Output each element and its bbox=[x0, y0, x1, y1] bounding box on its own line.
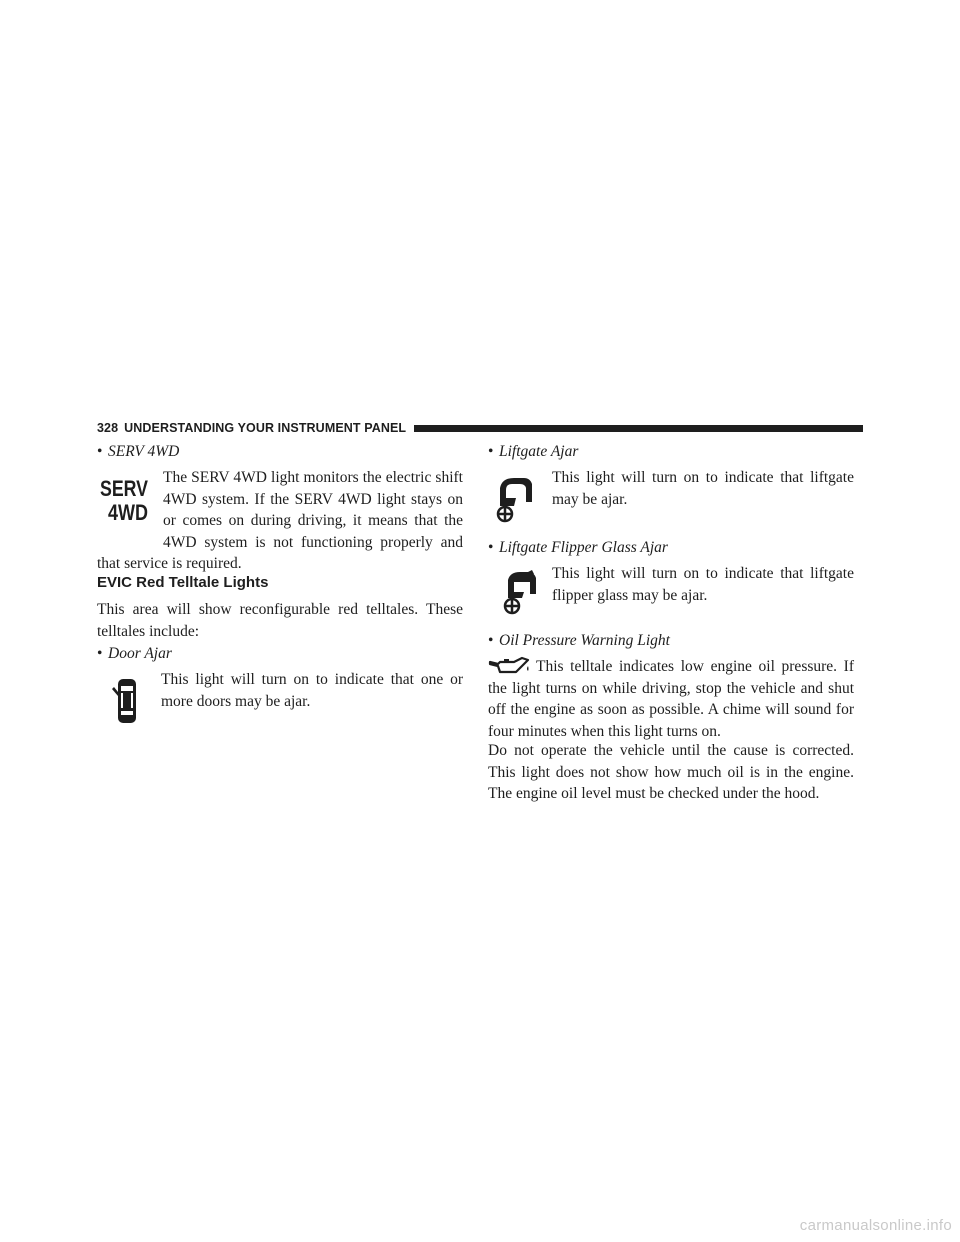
oil-pressure-title: • Oil Pressure Warning Light bbox=[488, 630, 854, 652]
bullet: • bbox=[97, 645, 103, 662]
evic-heading: EVIC Red Telltale Lights bbox=[97, 574, 269, 591]
page-number: 328 bbox=[97, 421, 119, 435]
serv-4wd-description-wrap bbox=[97, 467, 463, 575]
oil-pressure-description-wrap bbox=[488, 656, 854, 742]
flipper-glass-section bbox=[488, 537, 854, 626]
liftgate-ajar-title: • Liftgate Ajar bbox=[488, 441, 854, 463]
bullet: • bbox=[488, 443, 494, 460]
flipper-glass-description: This light will turn on to indicate that liftgate flipper glass may be ajar. bbox=[552, 565, 854, 604]
serv-4wd-description: The SERV 4WD light monitors the electric shift 4WD system. If the SERV 4WD light stays on or comes on during driving, it means that the 4WD system is not functioning properly and that service is required. bbox=[97, 469, 463, 572]
door-ajar-section bbox=[97, 643, 463, 728]
section-title: UNDERSTANDING YOUR INSTRUMENT PANEL bbox=[124, 421, 407, 435]
liftgate-ajar-section bbox=[488, 441, 854, 530]
header-rule bbox=[414, 425, 863, 432]
door-ajar-icon bbox=[111, 676, 141, 726]
bullet: • bbox=[488, 632, 494, 649]
oil-note: Do not operate the vehicle until the cause is corrected. This light does not show how much oil is in the engine. The engine oil level must be checked under the hood. bbox=[488, 742, 854, 802]
door-ajar-title: • Door Ajar bbox=[97, 643, 463, 665]
bullet: • bbox=[488, 539, 494, 556]
liftgate-ajar-icon bbox=[492, 474, 536, 524]
oil-can-icon bbox=[488, 656, 532, 676]
liftgate-ajar-description: This light will turn on to indicate that liftgate may be ajar. bbox=[552, 469, 854, 508]
serv-4wd-icon bbox=[97, 471, 159, 535]
serv-4wd-section bbox=[97, 441, 463, 575]
door-ajar-description: This light will turn on to indicate that one or more doors may be ajar. bbox=[161, 671, 463, 710]
serv-4wd-icon-line1: SERV bbox=[100, 476, 149, 501]
oil-pressure-description: This telltale indicates low engine oil pressure. If the light turns on while driving, stop the vehicle and shut off the engine as soon as possible. A chime will sound for four minutes when this light turns on. bbox=[488, 658, 854, 740]
liftgate-flipper-glass-icon bbox=[498, 566, 542, 616]
bullet: • bbox=[97, 443, 103, 460]
evic-intro: This area will show reconfigurable red telltales. These telltales include: bbox=[97, 601, 463, 640]
page-header bbox=[97, 419, 863, 437]
flipper-glass-title: • Liftgate Flipper Glass Ajar bbox=[488, 537, 854, 559]
oil-pressure-section bbox=[488, 630, 854, 742]
serv-4wd-icon-line2: 4WD bbox=[108, 500, 148, 525]
serv-4wd-title: • SERV 4WD bbox=[97, 441, 463, 463]
watermark: carmanualsonline.info bbox=[799, 1217, 952, 1234]
